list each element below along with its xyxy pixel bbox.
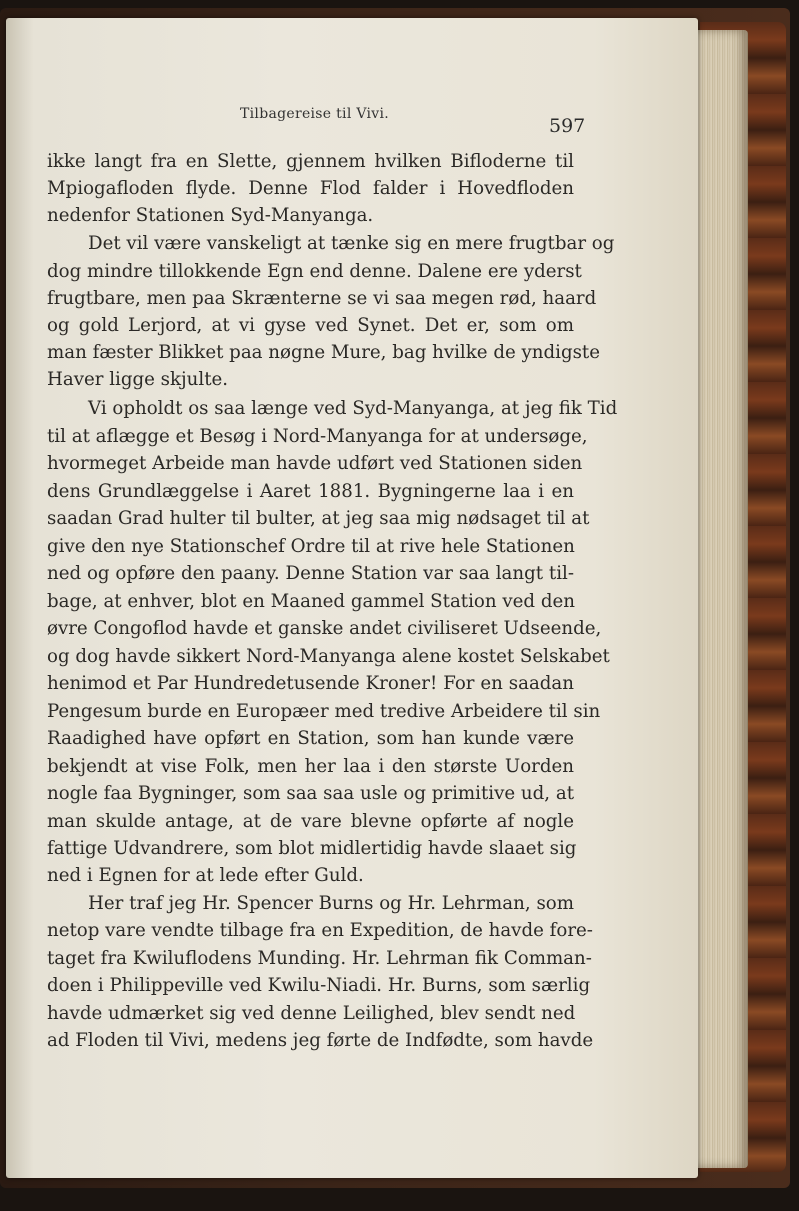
text-line: man skulde antage, at de vare blevne opførte af nogle	[47, 811, 574, 832]
text-line: give den nye Stationschef Ordre til at rive hele Stationen	[47, 536, 575, 557]
text-line: havde udmærket sig ved denne Leilighed, blev sendt ned	[47, 1003, 576, 1024]
text-line: Mpiogafloden flyde. Denne Flod falder i Hovedfloden	[47, 178, 574, 199]
text-line: nogle faa Bygninger, som saa saa usle og primitive ud, at	[47, 783, 574, 804]
text-line: Raadighed have opført en Station, som han kunde være	[47, 728, 574, 749]
text-line: og gold Lerjord, at vi gyse ved Synet. Det er, som om	[47, 315, 574, 336]
text-line: saadan Grad hulter til bulter, at jeg saa mig nødsaget til at	[47, 508, 590, 529]
text-line: frugtbare, men paa Skrænterne se vi saa megen rød, haard	[47, 288, 597, 309]
running-header: Tilbagereise til Vivi.	[240, 106, 390, 122]
text-line: netop vare vendte tilbage fra en Expedition, de havde fore-	[47, 920, 593, 941]
text-line: Det vil være vanskeligt at tænke sig en mere frugtbar og	[88, 233, 615, 254]
text-line: Her traf jeg Hr. Spencer Burns og Hr. Lehrman, som	[88, 893, 574, 914]
text-line: man fæster Blikket paa nøgne Mure, bag hvilke de yndigste	[47, 342, 600, 363]
text-line: Vi opholdt os saa længe ved Syd-Manyanga, at jeg fik Tid	[88, 398, 618, 419]
text-line: ned og opføre den paany. Denne Station var saa langt til-	[47, 563, 574, 584]
text-line: til at aflægge et Besøg i Nord-Manyanga for at undersøge,	[47, 426, 588, 447]
text-line: bage, at enhver, blot en Maaned gammel Station ved den	[47, 591, 575, 612]
text-line: ikke langt fra en Slette, gjennem hvilken Bifloderne til	[47, 151, 574, 172]
text-line: fattige Udvandrere, som blot midlertidig havde slaaet sig	[47, 838, 577, 859]
text-line: hvormeget Arbeide man havde udført ved Stationen siden	[47, 453, 583, 474]
text-line: nedenfor Stationen Syd-Manyanga.	[47, 205, 374, 226]
text-line: dog mindre tillokkende Egn end denne. Dalene ere yderst	[47, 261, 582, 282]
text-line: henimod et Par Hundredetusende Kroner! For en saadan	[47, 673, 574, 694]
text-line: doen i Philippeville ved Kwilu-Niadi. Hr. Burns, som særlig	[47, 975, 591, 996]
text-line: ad Floden til Vivi, medens jeg førte de Indfødte, som havde	[47, 1030, 594, 1051]
text-line: og dog havde sikkert Nord-Manyanga alene kostet Selskabet	[47, 646, 610, 667]
page-number: 597	[549, 115, 586, 137]
text-line: øvre Congoflod havde et ganske andet civiliseret Udseende,	[47, 618, 602, 639]
text-line: Pengesum burde en Europæer med tredive Arbeidere til sin	[47, 701, 601, 722]
text-line: bekjendt at vise Folk, men her laa i den største Uorden	[47, 756, 574, 777]
text-line: taget fra Kwiluflodens Munding. Hr. Lehrman fik Comman-	[47, 948, 592, 969]
text-line: dens Grundlæggelse i Aaret 1881. Bygningerne laa i en	[47, 481, 574, 502]
text-line: Haver ligge skjulte.	[47, 369, 229, 390]
text-line: ned i Egnen for at lede efter Guld.	[47, 865, 364, 886]
